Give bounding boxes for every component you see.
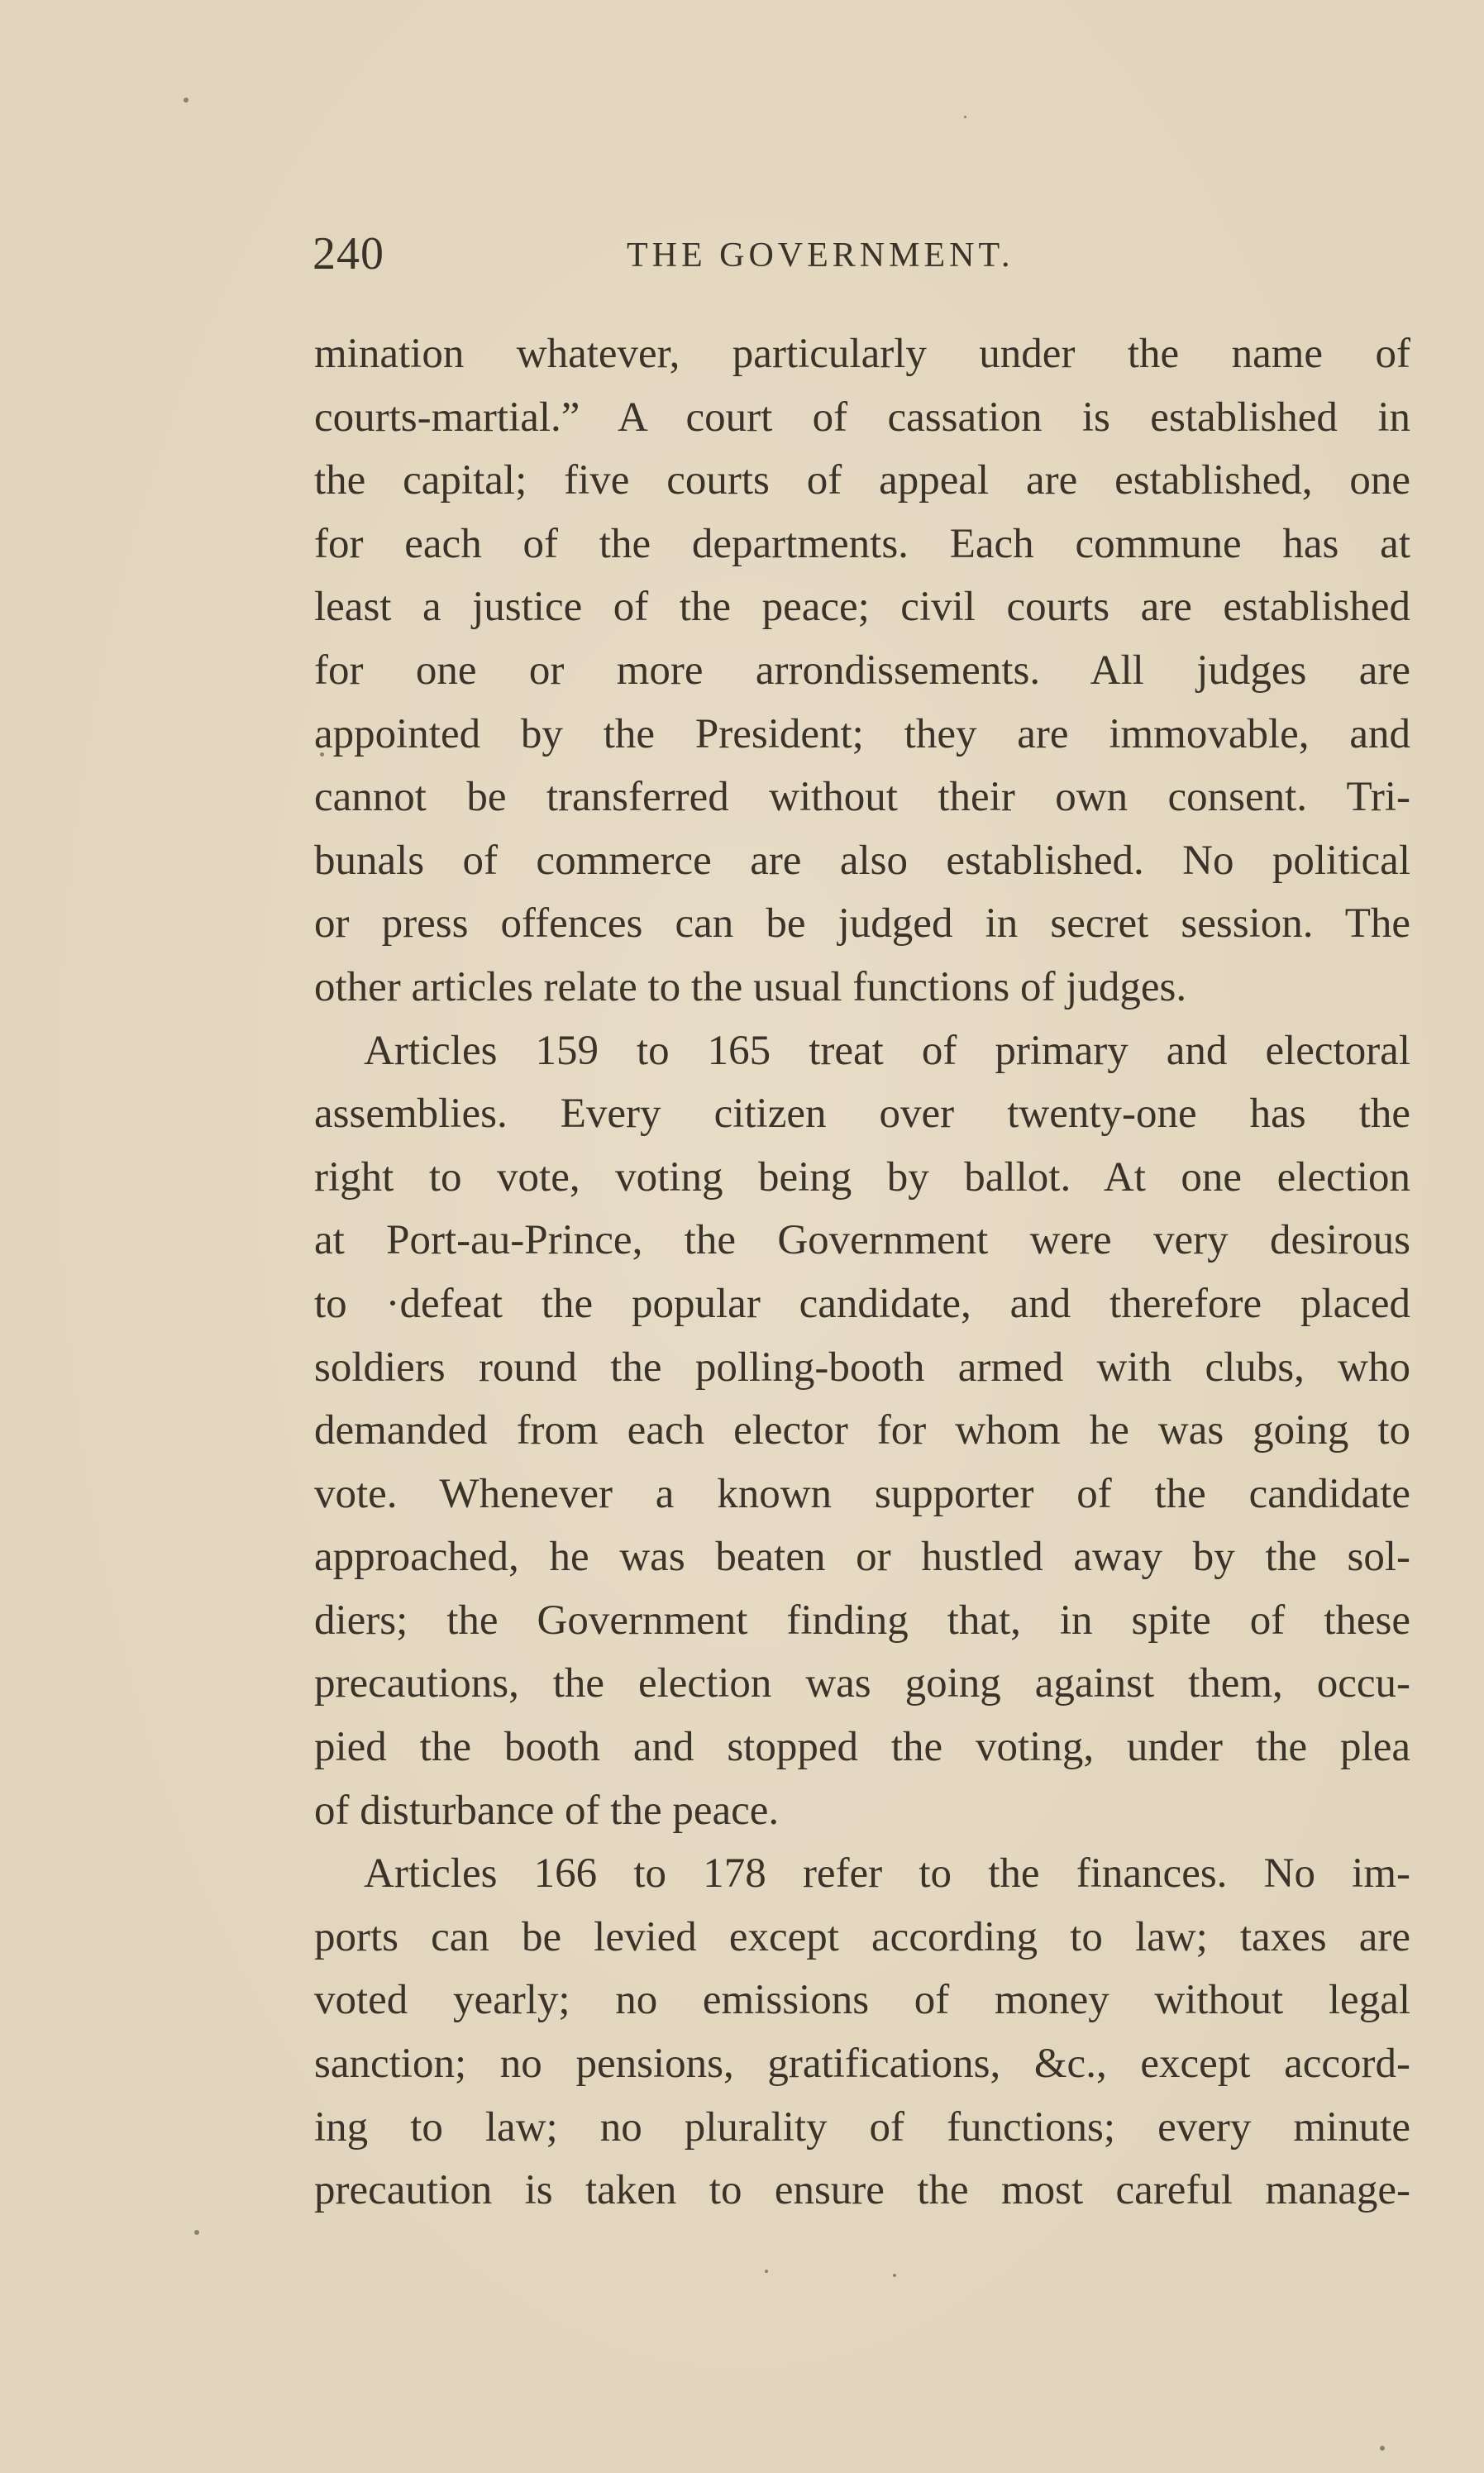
text-line: demanded from each elector for whom he was going to (314, 1407, 1410, 1454)
text-line: other articles relate to the usual functions of judges. (314, 963, 1187, 1010)
paper-speck (893, 2274, 896, 2277)
text-line: cannot be transferred without their own consent. Tri- (314, 774, 1410, 821)
text-line: ports can be levied except according to law; taxes are (314, 1913, 1410, 1960)
paper-speck (964, 116, 966, 118)
text-line: courts-martial.” A court of cassation is established in (314, 394, 1410, 441)
text-line: appointed by the President; they are immovable, and (314, 710, 1410, 757)
paper-speck (765, 2270, 768, 2273)
paper-speck (184, 98, 188, 103)
text-line: least a justice of the peace; civil courts are established (314, 584, 1410, 631)
text-line: approached, he was beaten or hustled away by the sol- (314, 1534, 1410, 1581)
text-line: right to vote, voting being by ballot. At one election (314, 1153, 1410, 1201)
text-line: voted yearly; no emissions of money without legal (314, 1977, 1410, 2024)
text-line: mination whatever, particularly under the name of (314, 331, 1410, 377)
text-line: or press offences can be judged in secret session. The (314, 900, 1410, 948)
text-line: diers; the Government finding that, in spite of these (314, 1597, 1410, 1644)
text-line: the capital; five courts of appeal are established, one (314, 457, 1410, 504)
text-line: sanction; no pensions, gratifications, &c., except accord- (314, 2041, 1410, 2088)
page-header (313, 225, 1412, 283)
text-line: assemblies. Every citizen over twenty-one has the (314, 1091, 1410, 1138)
text-line: vote. Whenever a known supporter of the candidate (314, 1470, 1410, 1517)
text-line: ing to law; no plurality of functions; every minute (314, 2103, 1410, 2151)
text-line: precaution is taken to ensure the most careful manage- (314, 2167, 1410, 2214)
paper-speck (1380, 2446, 1385, 2451)
running-title: THE GOVERNMENT. (627, 236, 1014, 275)
text-line: precautions, the election was going against them, occu- (314, 1660, 1410, 1707)
text-line: at Port-au-Prince, the Government were very desirous (314, 1217, 1410, 1264)
text-line: Articles 166 to 178 refer to the finances. No im- (364, 1850, 1410, 1898)
text-line: of disturbance of the peace. (314, 1787, 780, 1834)
text-line: to ·defeat the popular candidate, and therefore placed (314, 1280, 1410, 1327)
page-number: 240 (313, 228, 384, 279)
text-line: pied the booth and stopped the voting, under the plea (314, 1724, 1410, 1771)
body-text (314, 322, 1410, 2222)
text-line: Articles 159 to 165 treat of primary and electoral (364, 1027, 1410, 1074)
text-line: soldiers round the polling-booth armed with clubs, who (314, 1344, 1410, 1391)
text-line: bunals of commerce are also established. No political (314, 837, 1410, 884)
text-line: for one or more arrondissements. All judges are (314, 647, 1410, 694)
text-line: for each of the departments. Each commune has at (314, 520, 1410, 567)
paper-speck (194, 2230, 199, 2235)
